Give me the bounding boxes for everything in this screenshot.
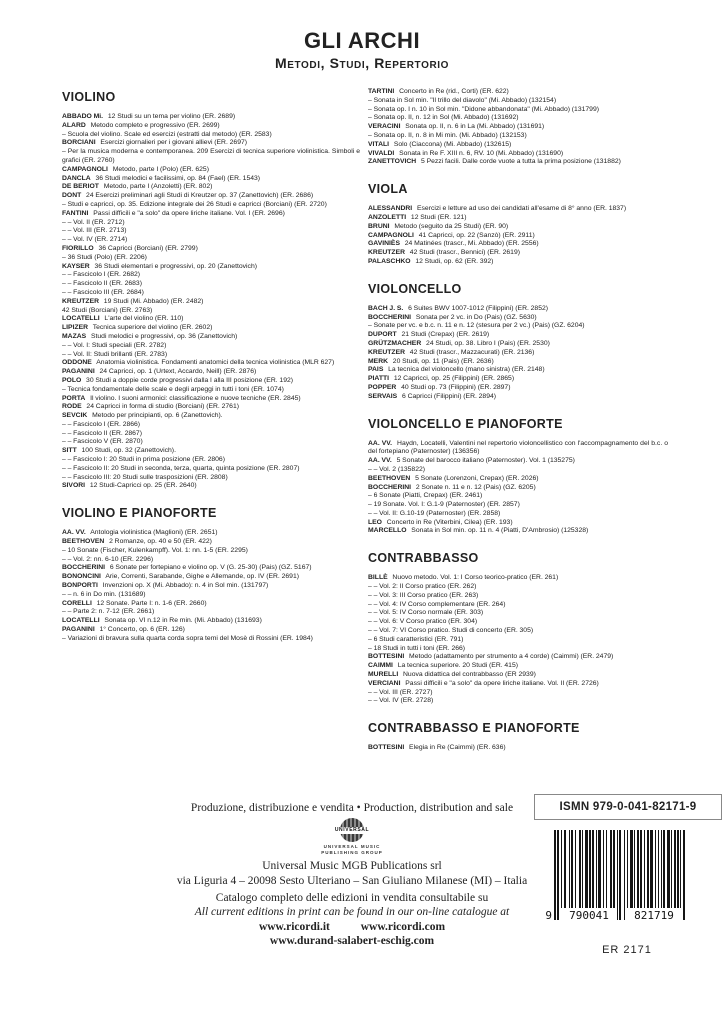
- catalog-entry: – – Vol. 5: IV Corso normale (ER. 303): [368, 609, 484, 617]
- catalog-entry: VIVALDI Sonata in Re F. XIII n. 6, RV. 10 (Mi. Abbado) (131690): [368, 149, 564, 157]
- plate-number: ER 2171: [602, 944, 652, 956]
- catalog-entry: ALESSANDRI Esercizi e letture ad uso dei candidati all'esame di 8° anno (ER. 1837): [368, 205, 627, 213]
- catalog-entry: BILLÈ Nuovo metodo. Vol. 1: I Corso teorico-pratico (ER. 261): [368, 574, 559, 582]
- catalog-entry: – – Vol. 4: IV Corso complementare (ER. 264): [368, 600, 506, 608]
- catalog-entry: AA. VV. Haydn, Locatelli, Valentini nel repertorio violoncellistico con l'accompagnamento del b.c. o del fortepiano (Paternoster) (136356): [368, 439, 668, 456]
- section-header: VIOLINO E PIANOFORTE: [62, 506, 217, 521]
- catalog-entry: – – Vol. IV (ER. 2728): [368, 697, 434, 705]
- catalog-entry: AA. VV. 5 Sonate del barocco italiano (Paternoster). Vol. 1 (135275): [368, 457, 575, 465]
- catalog-entry: SEVCIK Metodo per principianti, op. 6 (Zanettovich).: [62, 412, 223, 420]
- catalog-entry: – – Fascicolo II (ER. 2867): [62, 429, 142, 437]
- page-subtitle: Metodi, Studi, Repertorio: [274, 55, 450, 71]
- catalog-entry: BONONCINI Arie, Correnti, Sarabande, Gighe e Allemande, op. IV (ER. 2691): [62, 573, 299, 581]
- catalog-entry: – 19 Sonate. Vol. I: G.1-9 (Paternoster) (ER. 2857): [368, 501, 520, 509]
- catalog-entry: CORELLI 12 Sonate. Parte I: n. 1-6 (ER. 2660): [62, 599, 207, 607]
- catalog-entry: – – Fascicolo I (ER. 2682): [62, 271, 141, 279]
- catalog-entry: ABBADO Mi. 12 Studi su un tema per violino (ER. 2689): [62, 113, 236, 120]
- catalog-section: [62, 90, 360, 491]
- publisher-footer: [92, 802, 612, 947]
- catalog-entry: FIORILLO 36 Capricci (Borciani) (ER. 2799): [62, 244, 198, 252]
- catalog-note-italian: Catalogo completo delle edizioni in vendita consultabile su: [215, 892, 489, 904]
- catalog-entry: KAYSER 36 Studi elementari e progressivi, op. 20 (Zanettovich): [62, 262, 257, 270]
- catalog-entry: DONT 24 Esercizi preliminari agli Studi di Kreutzer op. 37 (Zanettovich) (ER. 2686): [62, 192, 314, 200]
- catalog-entry: – – Fascicolo III: 20 Studi sulle trasposizioni (ER. 2808): [62, 473, 228, 481]
- catalog-entry: – – Fascicolo I: 20 Studi in prima posizione (ER. 2806): [62, 456, 225, 464]
- url-ricordi-it: www.ricordi.it: [258, 921, 330, 933]
- catalog-entry: – – Vol. III (ER. 2727): [368, 688, 433, 696]
- logo-subtext-line1: UNIVERSAL MUSIC: [323, 844, 381, 849]
- catalog-entry: – – Fascicolo III (ER. 2684): [62, 288, 144, 296]
- catalog-entry: BACH J. S. 6 Suites BWV 1007-1012 (Filippini) (ER. 2852): [368, 304, 549, 312]
- catalog-section: [368, 88, 668, 167]
- catalog-entry: CAIMMI La tecnica superiore. 20 Studi (ER. 415): [368, 662, 519, 670]
- right-column: [368, 88, 668, 753]
- catalog-entry: – – Vol. II: Studi brillanti (ER. 2783): [62, 350, 168, 358]
- catalog-entry: PIATTI 12 Capricci, op. 25 (Filippini) (ER. 2865): [368, 375, 515, 383]
- catalog-entry: – – Vol. 3: III Corso pratico (ER. 263): [368, 591, 479, 599]
- catalog-entry: – Variazioni di bravura sulla quarta corda sopra temi del Mosè di Rossini (ER. 1984): [62, 634, 313, 642]
- barcode-digits-right: 821719: [626, 908, 682, 922]
- barcode-bars: [554, 830, 692, 920]
- ismn-number: ISMN 979-0-041-82171-9: [534, 794, 722, 820]
- catalog-entry: MAZAS Studi melodici e progressivi, op. 36 (Zanettovich): [62, 332, 238, 340]
- catalog-section: [62, 506, 360, 643]
- catalog-entry: SITT 100 Studi, op. 32 (Zanettovich).: [62, 447, 176, 455]
- catalog-entry: GAVINIÈS 24 Matinées (trascr., Mi. Abbado) (ER. 2556): [368, 240, 539, 248]
- catalog-entry: – 6 Studi caratteristici (ER. 791): [368, 635, 464, 643]
- catalog-entry: MERK 20 Studi, op. 11 (Pais) (ER. 2636): [368, 357, 494, 365]
- catalog-entry: – Tecnica fondamentale delle scale e degli arpeggi in tutti i toni (ER. 1074): [62, 385, 284, 393]
- catalog-entry: KREUTZER 42 Studi (trascr., Bennici) (ER. 2619): [368, 249, 520, 257]
- catalog-entry: VITALI Solo (Ciaccona) (Mi. Abbado) (132615): [368, 140, 512, 148]
- catalog-entry: KREUTZER 42 Studi (trascr., Mazzacurati) (ER. 2136): [368, 348, 535, 356]
- catalog-entry: – – Vol. II (ER. 2712): [62, 218, 125, 226]
- catalog-entry: BRUNI Metodo (seguito da 25 Studi) (ER. 90): [368, 222, 509, 230]
- catalog-entry: PAGANINI 1° Concerto, op. 6 (ER. 126): [62, 626, 185, 634]
- catalog-entry: – Sonata op. II, n. 12 in Sol (Mi. Abbado) (131692): [368, 114, 519, 122]
- catalog-entry: BORCIANI Esercizi giornalieri per i giovani allievi (ER. 2697): [62, 139, 248, 147]
- catalog-entry: – – Fascicolo II (ER. 2683): [62, 280, 142, 288]
- catalog-entry: – Per la musica moderna e contemporanea. 209 Esercizi di tecnica superiore violinistica. Simboli e grafici (ER. 2760): [62, 148, 360, 164]
- catalog-entry: POPPER 40 Studi op. 73 (Filippini) (ER. 2897): [368, 383, 511, 391]
- catalog-entry: GRÜTZMACHER 24 Studi, op. 38. Libro I (Pais) (ER. 2530): [368, 339, 550, 347]
- catalog-entry: – – Vol. III (ER. 2713): [62, 227, 127, 235]
- catalog-entry: – – n. 6 in Do min. (131689): [62, 590, 146, 598]
- catalog-entry: – Sonata op. I n. 10 in Sol min. "Didone abbandonata" (Mi. Abbado) (131799): [368, 105, 599, 113]
- catalog-entry: TARTINI Concerto in Re (rid., Corti) (ER. 622): [368, 88, 509, 95]
- catalog-entry: MURELLI Nuova didattica del contrabbasso (ER 2939): [368, 671, 536, 679]
- catalog-entry: ZANETTOVICH 5 Pezzi facili. Dalle corde vuote a tutta la prima posizione (131882): [368, 158, 621, 166]
- catalog-entry: – 36 Studi (Polo) (ER. 2206): [62, 253, 147, 261]
- catalog-entry: DE BERIOT Metodo, parte I (Anzoletti) (ER. 802): [62, 183, 213, 191]
- catalog-entry: PORTA Il violino. I suoni armonici: classificazione e nuove tecniche (ER. 2845): [62, 394, 301, 402]
- catalog-entry: BEETHOVEN 2 Romanze, op. 40 e 50 (ER. 422): [62, 538, 212, 546]
- section-header: VIOLONCELLO: [368, 281, 462, 296]
- catalog-entry: – – Vol. 6: V Corso pratico (ER. 304): [368, 618, 478, 626]
- catalog-entry: BOTTESINI Elegia in Re (Caimmi) (ER. 636): [368, 744, 506, 752]
- catalog-entry: – – Vol. 2: II Corso pratico (ER. 262): [368, 583, 477, 591]
- catalog-section: [368, 721, 668, 753]
- catalog-entry: POLO 30 Studi a doppie corde progressivi dalla I alla III posizione (ER. 192): [62, 376, 294, 384]
- catalog-entry: BOCCHERINI 2 Sonate n. 11 e n. 12 (Pais) (GZ. 6205): [368, 483, 536, 491]
- url-durand-salabert-eschig: www.durand-salabert-eschig.com: [269, 935, 435, 947]
- catalog-entry: ANZOLETTI 12 Studi (ER. 121): [368, 213, 467, 221]
- universal-music-logo: [277, 818, 427, 855]
- catalog-entry: BEETHOVEN 5 Sonate (Lorenzoni, Crepax) (ER. 2026): [368, 474, 539, 482]
- catalog-entry: – – Parte 2: n. 7-12 (ER. 2661): [62, 608, 155, 616]
- catalog-entry: – – Fascicolo I (ER. 2866): [62, 420, 141, 428]
- catalog-entry: – 10 Sonate (Fischer, Kulenkampff). Vol. 1: nn. 1-5 (ER. 2295): [62, 546, 248, 554]
- catalog-entry: DANCLA 36 Studi melodici e facilissimi, op. 84 (Fael) (ER. 1543): [62, 174, 261, 182]
- catalog-entry: SIVORI 12 Studi-Capricci op. 25 (ER. 2640): [62, 482, 197, 490]
- logo-subtext-line2: PUBLISHING GROUP: [321, 849, 383, 855]
- universal-banner: UNIVERSAL: [332, 827, 372, 834]
- barcode-digits-left: 790041: [561, 908, 617, 922]
- catalog-entry: PALASCHKO 12 Studi, op. 62 (ER. 392): [368, 257, 494, 265]
- catalog-entry: BOCCHERINI 6 Sonate per fortepiano e violino op. V (G. 25-30) (Pais) (GZ. 5167): [62, 564, 312, 572]
- catalog-entry: – – Vol. I: Studi speciali (ER. 2782): [62, 341, 167, 349]
- catalog-entry: SERVAIS 6 Capricci (Filippini) (ER. 2894): [368, 392, 497, 400]
- company-address: via Liguria 4 – 20098 Sesto Ulteriano – San Giuliano Milanese (MI) – Italia: [176, 875, 528, 887]
- section-header: CONTRABBASSO E PIANOFORTE: [368, 721, 580, 736]
- catalog-entry: – Scuola del violino. Scale ed esercizi (estratti dal metodo) (ER. 2583): [62, 130, 272, 138]
- catalog-entry: PAIS La tecnica del violoncello (mano sinistra) (ER. 2148): [368, 366, 545, 374]
- catalog-section: [368, 182, 668, 267]
- catalog-entry: LOCATELLI L'arte del violino (ER. 110): [62, 315, 184, 323]
- section-header: CONTRABBASSO: [368, 551, 479, 566]
- catalog-entry: ODDONE Anatomia violinistica. Fondamenti anatomici della tecnica violinistica (MLR 627): [62, 359, 335, 367]
- catalog-entry: – 18 Studi in tutti i toni (ER. 266): [368, 644, 466, 652]
- catalog-entry: – – Vol. 7: VI Corso pratico. Studi di concerto (ER. 305): [368, 627, 534, 635]
- company-name: Universal Music MGB Publications srl: [262, 860, 442, 872]
- catalog-entry: – – Vol. II: G.10-19 (Paternoster) (ER. 2858): [368, 509, 501, 517]
- catalog-entry: – – Vol. 2: nn. 6-10 (ER. 2296): [62, 555, 154, 563]
- catalog-entry: – Sonate per vc. e b.c. n. 11 e n. 12 (stesura per 2 vc.) (Pais) (GZ. 6204): [368, 322, 585, 330]
- left-column: [62, 88, 360, 644]
- website-urls: [92, 921, 612, 933]
- catalog-entry: LOCATELLI Sonata op. VI n.12 in Re min. (Mi. Abbado) (131693): [62, 617, 262, 625]
- catalog-entry: RODE 24 Capricci in forma di studio (Borciani) (ER. 2761): [62, 403, 239, 411]
- catalog-section: [368, 417, 668, 537]
- catalog-section: [368, 551, 668, 706]
- catalog-entry: – Sonata in Sol min. "Il trillo del diavolo" (Mi. Abbado) (132154): [368, 96, 557, 104]
- catalog-note-english: All current editions in print can be found in our on-line catalogue at: [194, 906, 510, 918]
- barcode-digit-first: 9: [545, 909, 552, 922]
- catalog-entry: – – Fascicolo II: 20 Studi in seconda, terza, quarta, quinta posizione (ER. 2807): [62, 464, 300, 472]
- catalog-section: [368, 282, 668, 402]
- catalog-entry: VERCIANI Passi difficili e "a solo" da opere liriche italiane. Vol. II (ER. 2726): [368, 679, 599, 687]
- catalog-entry: – – Vol. IV (ER. 2714): [62, 236, 128, 244]
- catalog-entry: LIPIZER Tecnica superiore del violino (ER. 2602): [62, 324, 213, 332]
- catalog-entry: LEO Concerto in Re (Viterbini, Cilea) (ER. 193): [368, 518, 513, 526]
- catalog-entry: PAGANINI 24 Capricci, op. 1 (Urtext, Accardo, Neill) (ER. 2876): [62, 368, 257, 376]
- catalog-entry: AA. VV. Antologia violinistica (Maglioni) (ER. 2651): [62, 529, 218, 537]
- catalog-entry: – – Fascicolo V (ER. 2870): [62, 438, 143, 446]
- page-title: GLI ARCHI: [303, 28, 421, 53]
- barcode: [540, 830, 704, 928]
- catalog-entry: CAMPAGNOLI Metodo, parte I (Polo) (ER. 625): [62, 165, 209, 173]
- catalog-entry: MARCELLO Sonata in Sol min. op. 11 n. 4 (Piatti, D'Ambrosio) (125328): [368, 527, 589, 535]
- catalog-entry: FANTINI Passi difficili e "a solo" da opere liriche italiane. Vol. I (ER. 2696): [62, 209, 285, 217]
- section-header: VIOLONCELLO E PIANOFORTE: [368, 416, 563, 431]
- catalog-entry: 42 Studi (Borciani) (ER. 2763): [62, 306, 153, 314]
- catalog-entry: – Sonata op. II, n. 8 in Mi min. (Mi. Abbado) (132153): [368, 131, 527, 139]
- catalog-entry: – 6 Sonate (Piatti, Crepax) (ER. 2461): [368, 492, 483, 500]
- catalog-entry: KREUTZER 19 Studi (Mi. Abbado) (ER. 2482): [62, 297, 204, 305]
- catalog-entry: BOTTESINI Metodo (adattamento per strumento a 4 corde) (Caimmi) (ER. 2479): [368, 653, 614, 661]
- section-header: VIOLINO: [62, 90, 116, 104]
- globe-icon: [334, 818, 370, 842]
- url-ricordi-com: www.ricordi.com: [360, 921, 446, 933]
- catalog-entry: – – Vol. 2 (135822): [368, 465, 426, 473]
- section-header: VIOLA: [368, 182, 408, 197]
- catalog-entry: BOCCHERINI Sonata per 2 vc. in Do (Pais) (GZ. 5630): [368, 313, 537, 321]
- catalog-entry: – Studi e capricci, op. 35. Edizione integrale dei 26 Studi e capricci (Borciani) (ER. 2720): [62, 200, 327, 208]
- catalog-entry: BONPORTI Invenzioni op. X (Mi. Abbado): n. 4 in Sol min. (131797): [62, 582, 269, 590]
- distribution-line: Produzione, distribuzione e vendita • Production, distribution and sale: [190, 802, 514, 814]
- catalog-entry: CAMPAGNOLI 41 Capricci, op. 22 (Sanzò) (ER. 2911): [368, 231, 535, 239]
- catalog-entry: ALARD Metodo completo e progressivo (ER. 2699): [62, 121, 220, 129]
- catalog-entry: VERACINI Sonata op. II, n. 6 in La (Mi. Abbado) (131691): [368, 123, 545, 131]
- catalog-entry: DUPORT 21 Studi (Crepax) (ER. 2619): [368, 331, 490, 339]
